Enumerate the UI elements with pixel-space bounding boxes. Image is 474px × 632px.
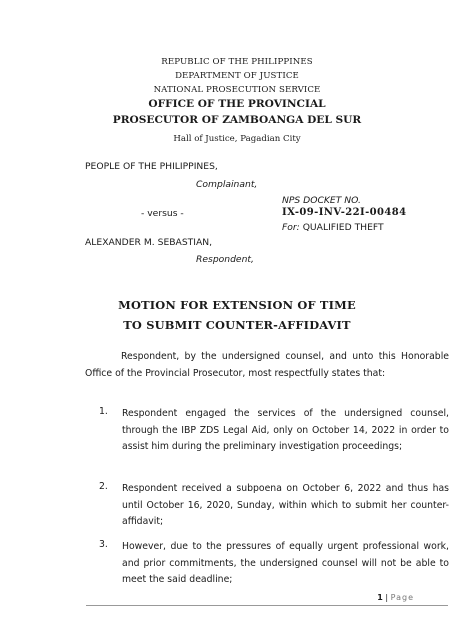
header-office-line1: OFFICE OF THE PROVINCIAL (148, 98, 326, 110)
footer-separator: | (385, 593, 389, 602)
motion-title-line1: MOTION FOR EXTENSION OF TIME (118, 298, 356, 312)
header-address: Hall of Justice, Pagadian City (173, 134, 301, 144)
item-number-3: 3. (99, 539, 108, 550)
item-text-2: Respondent received a subpoena on October 6, 2022 and thus has until October 16, 2020, Sunday, within which to submit her counter-affidavit; (122, 483, 449, 527)
caption-for-label: For: (282, 222, 300, 233)
intro-paragraph: Respondent, by the undersigned counsel, and unto this Honorable Office of the Provincial Prosecutor, most respectfully states that: (85, 351, 449, 379)
item-number-1: 1. (99, 406, 108, 417)
caption-plaintiff: PEOPLE OF THE PHILIPPINES, (85, 161, 218, 172)
page-footer (377, 593, 414, 602)
caption-docket-label: NPS DOCKET NO. (282, 195, 361, 206)
footer-page-label: Page (390, 593, 414, 602)
footer-rule (86, 605, 448, 606)
caption-charge (282, 222, 384, 233)
item-text-3: However, due to the pressures of equally urgent professional work, and prior commitments, the undersigned counsel will not be able to meet the said deadline; (122, 541, 449, 585)
header-office-line2: PROSECUTOR OF ZAMBOANGA DEL SUR (112, 114, 362, 126)
header-republic: REPUBLIC OF THE PHILIPPINES (161, 57, 313, 67)
caption-plaintiff-role: Complainant, (196, 179, 258, 190)
caption-versus: - versus - (141, 208, 184, 219)
caption-for-value: QUALIFIED THEFT (302, 222, 384, 233)
header-service: NATIONAL PROSECUTION SERVICE (153, 85, 321, 95)
motion-title-line2: TO SUBMIT COUNTER-AFFIDAVIT (123, 318, 351, 332)
caption-docket-number: IX-09-INV-22I-00484 (282, 207, 407, 218)
item-text-1: Respondent engaged the services of the undersigned counsel, through the IBP ZDS Legal Aid, only on October 14, 2022 in order to assist him during the preliminary investigation proceedings; (122, 408, 449, 452)
caption-respondent: ALEXANDER M. SEBASTIAN, (85, 237, 213, 248)
item-number-2: 2. (99, 481, 108, 492)
caption-respondent-role: Respondent, (196, 254, 254, 265)
header-department: DEPARTMENT OF JUSTICE (175, 71, 299, 81)
footer-page-number: 1 (377, 593, 383, 602)
